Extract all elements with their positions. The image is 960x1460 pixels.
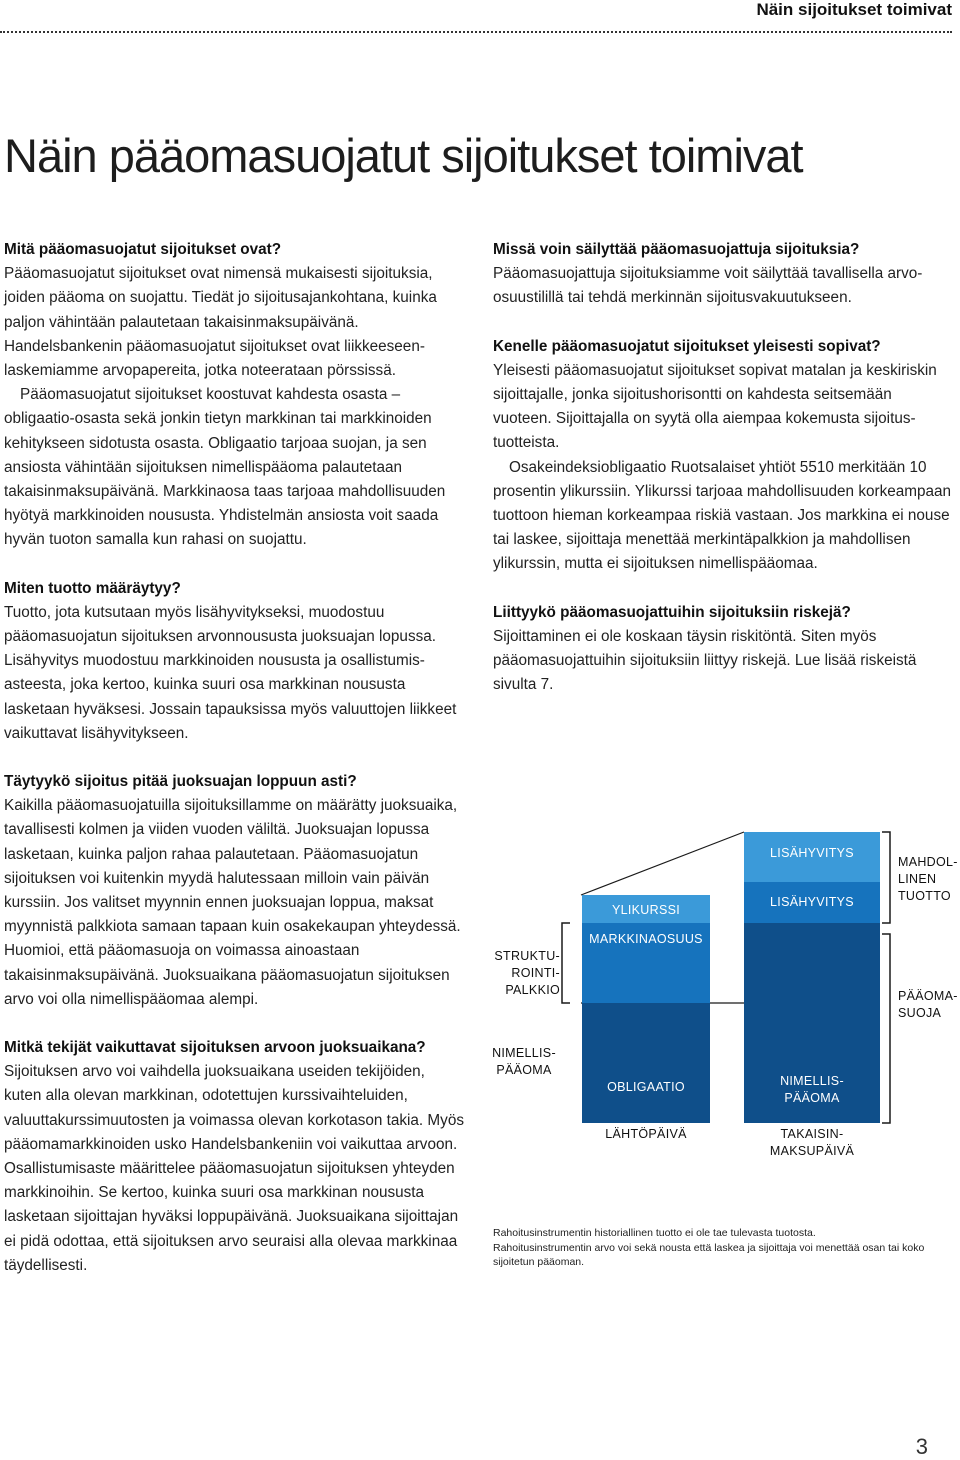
section-heading: Mitä pääomasuojatut sijoitukset ovat? (4, 241, 282, 258)
bar-markkinaosuus (582, 923, 710, 1003)
page-title: Näin pääomasuojatut sijoitukset toimivat (4, 129, 803, 182)
paragraph: Sijoituksen arvo voi vaihdella juoksuaikana useiden tekijöiden, kuten alla olevan markkinan, odotettujen kurssivaihteluiden, valuuttakurssimuutosten ja voimassa olevan korkotason takia. Myös pääomamarkkinoiden usko Handelsbankeniin voi vaikuttaa arvoon. Osallistumisaste määrittelee pääomasuojatun sijoituksen yhteyden markkinoihin. Se kertoo, kuinka suuri osa markkinan noususta lasketaan sijoittajan hyväksi loppupäivänä. Juoksuaikana sijoittajan ei pidä odottaa, että sijoituksen arvo seuraisi alla olevaa markkinaa täydellisesti. (4, 1063, 464, 1274)
section-heading: Mitkä tekijät vaikuttavat sijoituksen arvoon juoksuaikana? (4, 1039, 426, 1057)
paragraph: Pääomasuojatut sijoitukset ovat nimensä mukaisesti sijoituksia, joiden pääoma on suojattu. Tiedät jo sijoitusajankohtana, kuinka paljon vähintään palautetaan takaisinmaksupäivänä. Handelsbankenin pääomasuojatut sijoitukset ovat liikkeeseenlaskemiamme arvopapereita, jotka noteerataan pörssissä. (4, 265, 437, 380)
bar-lisahyvitys-upper (744, 832, 880, 882)
paragraph: Sijoittaminen ei ole koskaan täysin riskitöntä. Siten myös pääomasuojattuihin sijoituksiin liittyy riskejä. Lue lisää riskeistä sivulta 7. (493, 627, 917, 694)
footnote (493, 1226, 938, 1270)
paragraph: Osakeindeksiobligaatio Ruotsalaiset yhtiöt 5510 merkitään 10 prosentin ylikurssiin. Ylikurssi tarjoaa mahdollisuuden korkeampaan tuottoon hieman korkeampaa riskiä vastaan. Jos markkina ei nouse tai laskee, sijoittaja menettää merkintäpalkkion ja mahdollisen ylikurssin, mutta ei sijoituksen nimellispääomaa. (493, 458, 952, 573)
label-lahtopaiva: LÄHTÖPÄIVÄ (605, 1127, 687, 1141)
connector-line-top (581, 832, 744, 895)
section-heading: Miten tuotto määräytyy? (4, 579, 181, 597)
bar-obligaatio (582, 1003, 710, 1123)
left-column-bottom (4, 770, 464, 1278)
label-takaisinmaksupaiva: TAKAISIN- MAKSUPÄIVÄ (769, 1127, 855, 1158)
label-lisahyvitys: LISÄHYVITYS (770, 895, 854, 909)
section-heading: Missä voin säilyttää pääomasuojattuja sijoituksia? (493, 241, 860, 258)
label-paaomasuoja: PÄÄOMA- SUOJA (898, 989, 958, 1020)
right-column (493, 238, 953, 697)
footnote-line: Rahoitusinstrumentin arvo voi sekä nousta että laskea ja sijoittaja voi menettää osan tai koko sijoitetun pääoman. (493, 1241, 925, 1268)
dotted-divider (0, 31, 952, 33)
bracket-fee (562, 923, 570, 1003)
left-column-top (4, 238, 466, 746)
section-heading: Täytyykö sijoitus pitää juoksuajan loppuun asti? (4, 773, 357, 790)
running-header: Näin sijoitukset toimivat (756, 0, 952, 19)
paragraph: Kaikilla pääomasuojatuilla sijoituksillamme on määrätty juoksuaika, tavallisesti kolmen ja viiden vuoden väliltä. Juoksuajan lopussa lasketaan, kuinka paljon rahaa palautetaan. Pääomasuojatun sijoituksen voi kuitenkin myydä halutessaan milloin vain päivän kurssiin. Jos valitset myynnin ennen juoksuajan loppua, maksat myynnistä palkkiota samaan tapaan kuin osakekaupan yhteydessä. Huomioi, että pääomasuoja on voimassa ainoastaan takaisinmaksupäivänä. Juoksuaikana pääomasuojatun sijoituksen arvo voi olla nimellispääomaa alempi. (4, 797, 461, 1008)
paragraph: Yleisesti pääomasuojatut sijoitukset sopivat matalan ja keskiriskin sijoittajalle, jonka sijoitushorisontti on kahdesta seitsemään vuoteen. Sijoittajalla on syytä olla aiempaa kokemusta sijoitustuotteista. (493, 361, 937, 452)
label-obligaatio: OBLIGAATIO (607, 1080, 685, 1094)
section-heading: Kenelle pääomasuojatut sijoitukset yleisesti sopivat? (493, 337, 881, 355)
page-number: 3 (915, 1434, 928, 1459)
bar-nimellispaaoma (744, 923, 880, 1123)
footnote-line: Rahoitusinstrumentin historiallinen tuotto ei ole tae tulevasta tuotosta. (493, 1227, 816, 1239)
label-ylikurssi: YLIKURSSI (611, 903, 680, 917)
section-heading: Liittyykö pääomasuojattuihin sijoituksiin riskejä? (493, 603, 851, 621)
paragraph: Pääomasuojatut sijoitukset koostuvat kahdesta osasta – obligaatio-osasta sekä jonkin tietyn markkinan tai markkinoiden kehitykseen sidotusta osasta. Obligaatio tarjoaa suojan, ja sen ansiosta vähintään sijoituksen nimellispääoma palautetaan takaisinmaksupäivänä. Markkinaosa taas tarjoaa mahdollisuuden hyötyä markkinoiden noususta. Yhdistelmän ansiosta voit saada hyvän tuoton samalla kun rahasi on suojattu. (4, 386, 446, 549)
bracket-protection (882, 934, 890, 1123)
capital-protection-diagram (486, 820, 960, 1160)
bar-lisahyvitys-lower (744, 882, 880, 923)
label-markkinaosuus: MARKKINAOSUUS (589, 932, 703, 946)
label-nimellispaaoma-left: NIMELLIS- PÄÄOMA (492, 1046, 556, 1077)
label-nimellispaaoma: NIMELLIS- PÄÄOMA (780, 1074, 844, 1105)
label-lisahyvitys: LISÄHYVITYS (770, 846, 854, 860)
bar-ylikurssi (582, 895, 710, 923)
paragraph: Pääomasuojattuja sijoituksiamme voit säilyttää tavallisella arvo-osuustilillä tai tehdä merkinnän sijoitusvakuutukseen. (493, 265, 923, 307)
label-mahdollinen-tuotto: MAHDOL- LINEN TUOTTO (898, 855, 958, 903)
label-strukturointipalkkio: STRUKTU- ROINTI- PALKKIO (494, 949, 560, 997)
bracket-return (882, 832, 890, 923)
paragraph: Tuotto, jota kutsutaan myös lisähyvitykseksi, muodostuu pääomasuojatun sijoituksen arvonnoususta juoksuajan lopussa. Lisähyvitys muodostuu markkinoiden noususta ja osallistumisasteesta, joka kertoo, kuinka suuri osa markkinan noususta lasketaan hyväksesi. Jossain tapauksissa myös valuuttojen liikkeet vaikuttavat lisähyvitykseen. (4, 603, 457, 742)
